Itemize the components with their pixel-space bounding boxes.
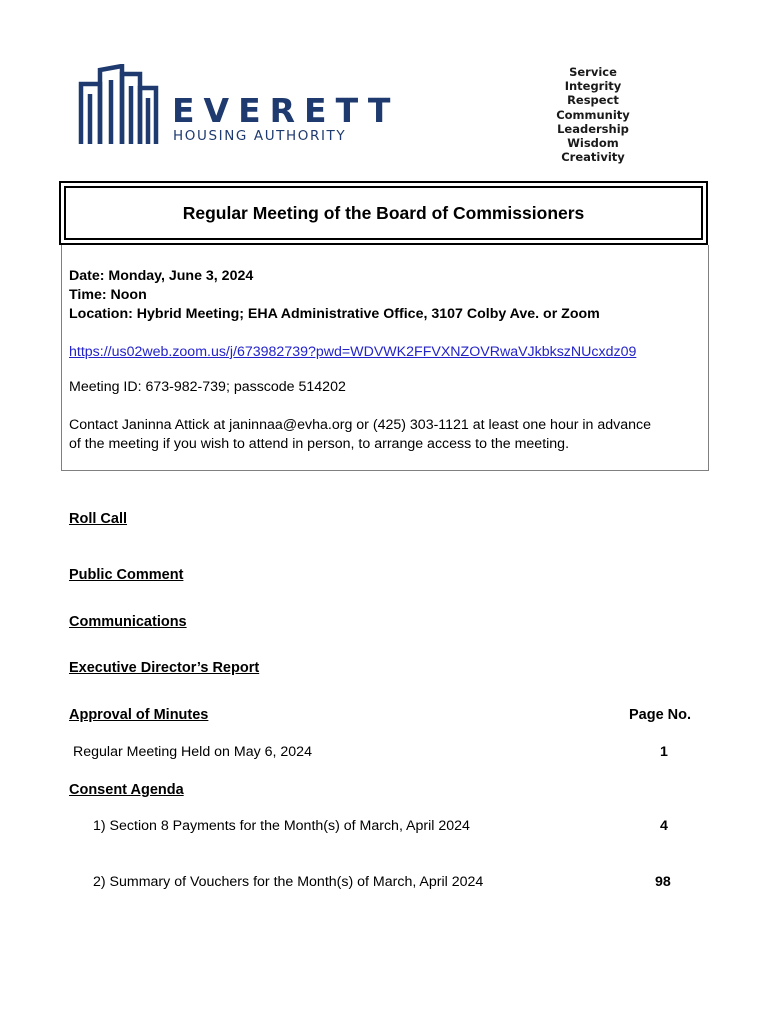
meeting-location: Location: Hybrid Meeting; EHA Administrative Office, 3107 Colby Ave. or Zoom [69,306,600,322]
approval-of-minutes-heading: Approval of Minutes [69,707,209,723]
contact-line-1: Contact Janinna Attick at janinnaa@evha.org or (425) 303-1121 at least one hour in advance [69,417,652,433]
executive-director-report-heading: Executive Director’s Report [69,660,260,676]
meeting-time: Time: Noon [69,287,147,303]
communications-heading: Communications [69,614,187,630]
value-item: Leadership [557,121,629,136]
logo-name: EVERETT [172,91,400,130]
meeting-date: Date: Monday, June 3, 2024 [69,268,254,284]
page-no-header: Page No. [629,707,692,723]
zoom-link[interactable]: https://us02web.zoom.us/j/673982739?pwd=WDVWK2FFVXNZOVRwaVJkbkszNUcxdz09 [69,344,637,360]
consent-agenda-heading: Consent Agenda [69,782,184,798]
value-item: Integrity [564,79,622,94]
title-box [59,181,708,245]
page-title: Regular Meeting of the Board of Commissioners [182,202,585,223]
value-item: Community [556,107,630,122]
roll-call-heading: Roll Call [69,511,128,527]
value-item: Respect [567,93,619,108]
building-icon [78,64,164,146]
consent-item-2: 2) Summary of Vouchers for the Month(s) of March, April 2024 [93,874,484,890]
everett-housing-authority-logo [78,64,400,146]
value-item: Creativity [561,150,625,165]
value-item: Service [569,65,617,79]
meeting-id: Meeting ID: 673-982-739; passcode 514202 [69,379,346,395]
value-item: Wisdom [567,136,619,151]
consent-item-2-page: 98 [655,874,671,890]
minutes-item: Regular Meeting Held on May 6, 2024 [73,744,312,760]
values-list [548,65,638,164]
title-box-inner [64,186,703,240]
contact-line-2: of the meeting if you wish to attend in person, to arrange access to the meeting. [69,436,570,452]
public-comment-heading: Public Comment [69,567,184,583]
minutes-page-number: 1 [660,744,668,760]
consent-item-1-page: 4 [660,818,668,834]
consent-item-1: 1) Section 8 Payments for the Month(s) of March, April 2024 [93,818,470,834]
logo-subtitle: HOUSING AUTHORITY [173,128,347,144]
